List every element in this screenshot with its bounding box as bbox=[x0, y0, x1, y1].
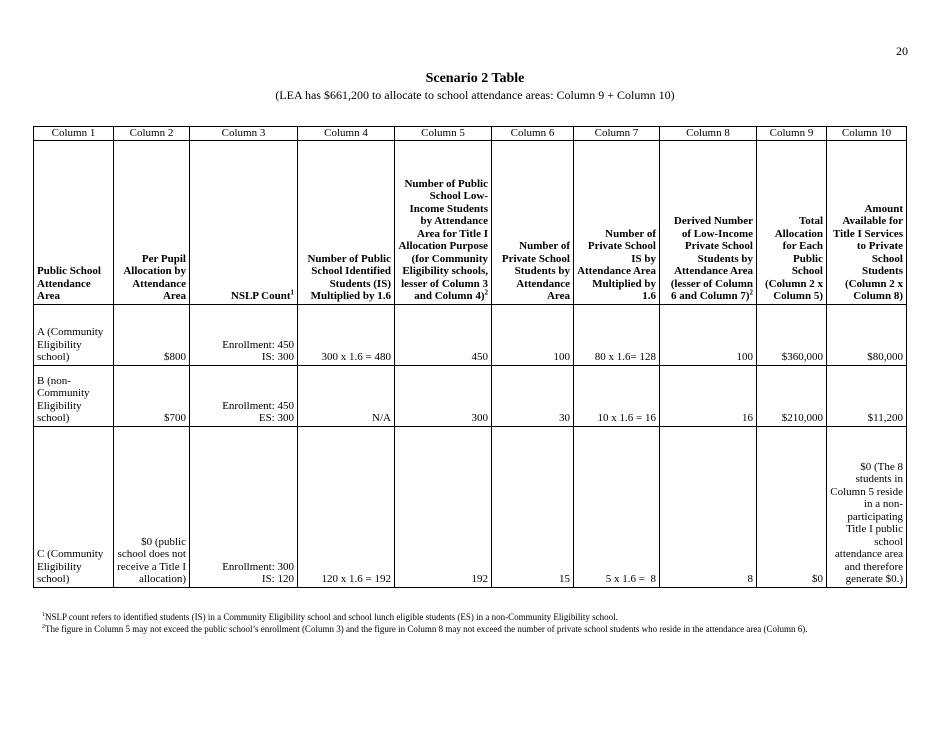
cell-private-students: 100 bbox=[492, 304, 574, 365]
header-nslp-count bbox=[190, 140, 298, 304]
table-row bbox=[34, 304, 907, 365]
cell-public-low-income: 300 bbox=[395, 365, 492, 426]
cell-nslp bbox=[190, 304, 298, 365]
cell-nslp bbox=[190, 365, 298, 426]
header-derived-low-income-private bbox=[660, 140, 757, 304]
column-number: Column 4 bbox=[298, 127, 395, 141]
cell-public-low-income: 192 bbox=[395, 426, 492, 587]
footnote-mark: 1 bbox=[42, 612, 45, 618]
header-public-low-income-label: Number of Public School Low-Income Students by Attendance Area for Title I Allocation Purpose (for Community Eligibility schools, lesser of Column 3 and Column 4) bbox=[398, 177, 488, 302]
cell-public-is: 120 x 1.6 = 192 bbox=[298, 426, 395, 587]
footnote-ref: 2 bbox=[749, 288, 753, 297]
cell-total-allocation: $360,000 bbox=[757, 304, 827, 365]
scenario-table bbox=[33, 126, 907, 588]
cell-attendance-area: A (Community Eligibility school) bbox=[34, 304, 114, 365]
cell-per-pupil: $800 bbox=[114, 304, 190, 365]
footnotes bbox=[42, 611, 808, 635]
column-number: Column 5 bbox=[395, 127, 492, 141]
table-row bbox=[34, 365, 907, 426]
cell-attendance-area: C (Community Eligibility school) bbox=[34, 426, 114, 587]
cell-derived: 8 bbox=[660, 426, 757, 587]
column-number: Column 1 bbox=[34, 127, 114, 141]
header-private-is-multiplied: Number of Private School IS by Attendance Area Multiplied by 1.6 bbox=[574, 140, 660, 304]
footnote-text: The figure in Column 5 may not exceed the public school’s enrollment (Column 3) and the figure in Column 8 may not exceed the number of private school students who reside in the attendance area (Column 6). bbox=[45, 624, 808, 634]
column-number: Column 10 bbox=[827, 127, 907, 141]
cell-total-allocation: $210,000 bbox=[757, 365, 827, 426]
cell-amount-available: $11,200 bbox=[827, 365, 907, 426]
header-private-students: Number of Private School Students by Attendance Area bbox=[492, 140, 574, 304]
column-number: Column 9 bbox=[757, 127, 827, 141]
cell-public-low-income: 450 bbox=[395, 304, 492, 365]
cell-private-students: 15 bbox=[492, 426, 574, 587]
cell-private-students: 30 bbox=[492, 365, 574, 426]
cell-count: ES: 300 bbox=[258, 412, 294, 424]
column-number-row bbox=[34, 127, 907, 141]
header-public-is-multiplied: Number of Public School Identified Students (IS) Multiplied by 1.6 bbox=[298, 140, 395, 304]
page-number: 20 bbox=[896, 44, 908, 58]
cell-private-is: 10 x 1.6 = 16 bbox=[574, 365, 660, 426]
cell-public-is: N/A bbox=[298, 365, 395, 426]
footnote-text: NSLP count refers to identified students (IS) in a Community Eligibility school and school lunch eligible students (ES) in a non-Community Eligibility school. bbox=[45, 612, 618, 622]
footnote bbox=[42, 611, 808, 623]
header-attendance-area: Public School Attendance Area bbox=[34, 140, 114, 304]
cell-nslp bbox=[190, 426, 298, 587]
cell-total-allocation: $0 bbox=[757, 426, 827, 587]
header-public-low-income bbox=[395, 140, 492, 304]
header-total-allocation: Total Allocation for Each Public School (Column 2 x Column 5) bbox=[757, 140, 827, 304]
footnote-mark: 2 bbox=[42, 624, 45, 630]
header-derived-label: Derived Number of Low-Income Private School Students by Attendance Area (lesser of Column 6 and Column 7) bbox=[670, 215, 753, 302]
header-amount-available: Amount Available for Title I Services to Private School Students (Column 2 x Column 8) bbox=[827, 140, 907, 304]
cell-enrollment: Enrollment: 450 bbox=[222, 338, 294, 351]
cell-enrollment: Enrollment: 450 bbox=[222, 399, 294, 412]
table-subtitle: (LEA has $661,200 to allocate to school attendance areas: Column 9 + Column 10) bbox=[275, 88, 675, 102]
cell-enrollment: Enrollment: 300 bbox=[222, 560, 294, 573]
cell-per-pupil: $700 bbox=[114, 365, 190, 426]
header-nslp-label: NSLP Count bbox=[230, 290, 291, 302]
table-title: Scenario 2 Table bbox=[425, 71, 525, 86]
column-number: Column 7 bbox=[574, 127, 660, 141]
cell-public-is: 300 x 1.6 = 480 bbox=[298, 304, 395, 365]
cell-per-pupil: $0 (public school does not receive a Title I allocation) bbox=[114, 426, 190, 587]
cell-private-is: 5 x 1.6 = 8 bbox=[574, 426, 660, 587]
footnote bbox=[42, 623, 808, 635]
column-number: Column 8 bbox=[660, 127, 757, 141]
cell-amount-available: $0 (The 8 students in Column 5 reside in a non-participating Title I public school attendance area and therefore generate $0.) bbox=[827, 426, 907, 587]
header-row bbox=[34, 140, 907, 304]
footnote-ref: 1 bbox=[290, 288, 294, 297]
cell-amount-available: $80,000 bbox=[827, 304, 907, 365]
cell-count: IS: 120 bbox=[261, 573, 294, 585]
cell-attendance-area: B (non-Community Eligibility school) bbox=[34, 365, 114, 426]
cell-private-is: 80 x 1.6= 128 bbox=[574, 304, 660, 365]
column-number: Column 2 bbox=[114, 127, 190, 141]
cell-derived: 100 bbox=[660, 304, 757, 365]
column-number: Column 6 bbox=[492, 127, 574, 141]
column-number: Column 3 bbox=[190, 127, 298, 141]
cell-derived: 16 bbox=[660, 365, 757, 426]
table-row bbox=[34, 426, 907, 587]
footnote-ref: 2 bbox=[484, 288, 488, 297]
header-per-pupil-allocation: Per Pupil Allocation by Attendance Area bbox=[114, 140, 190, 304]
cell-count: IS: 300 bbox=[261, 351, 294, 363]
